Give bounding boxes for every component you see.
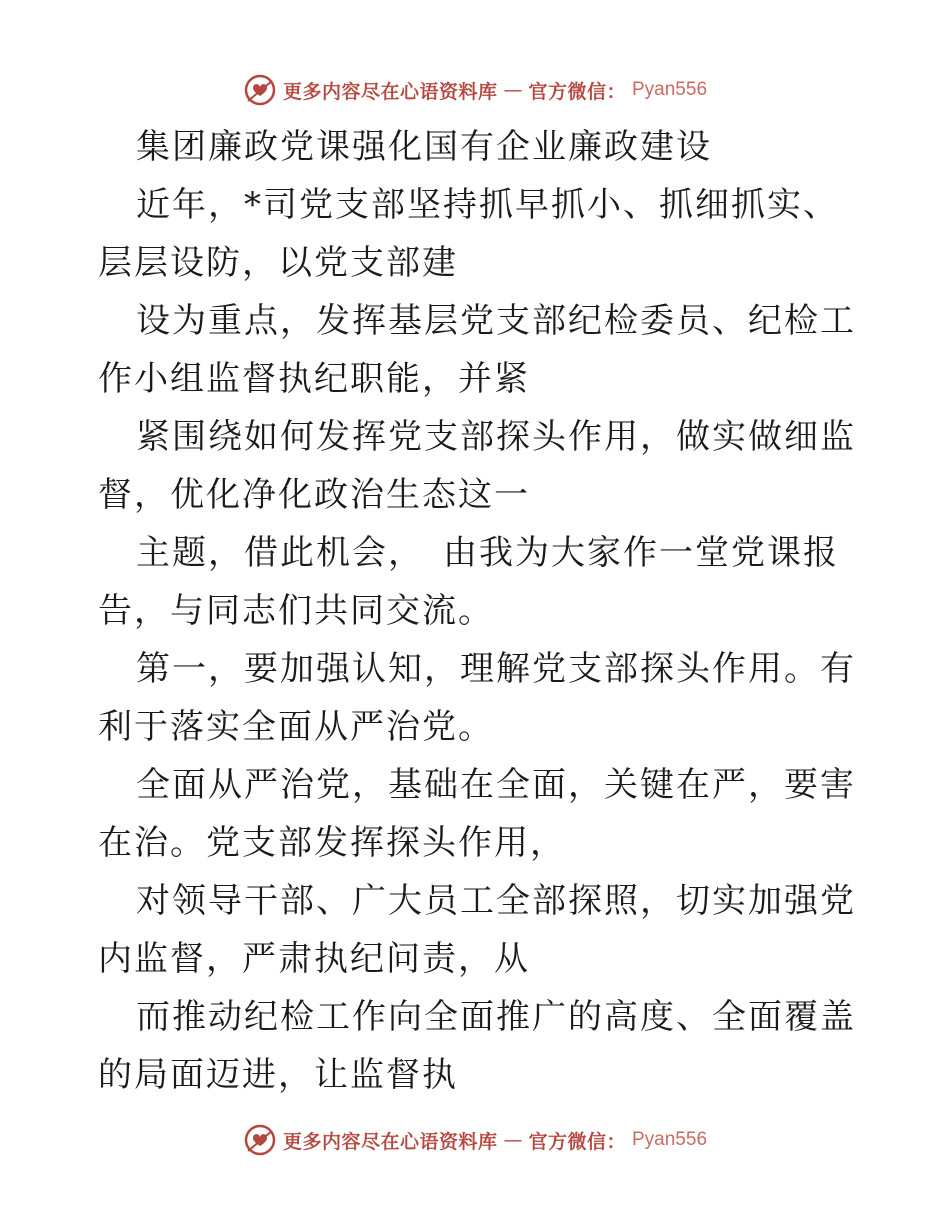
watermark-separator: — (503, 79, 523, 101)
paragraph-4: 主题，借此机会， 由我为大家作一堂党课报告，与同志们共同交流。 (98, 533, 839, 631)
watermark-wechat-label: 官方微信： (528, 1130, 626, 1153)
heart-logo-icon (243, 73, 277, 107)
document-title: 集团廉政党课强化国有企业廉政建设 (136, 127, 712, 167)
paragraph-6: 全面从严治党，基础在全面，关键在严，要害在治。党支部发挥探头作用， (98, 765, 856, 863)
watermark-account: Pyan556 (632, 1129, 708, 1150)
watermark-separator: — (503, 1129, 523, 1151)
paragraph-1: 近年，*司党支部坚持抓早抓小、抓细抓实、层层设防，以党支部建 (98, 185, 839, 283)
header-watermark (0, 70, 950, 110)
document-body (98, 118, 858, 1104)
watermark-account: Pyan556 (632, 79, 708, 100)
paragraph-2: 设为重点，发挥基层党支部纪检委员、纪检工作小组监督执纪职能，并紧 (98, 301, 856, 399)
paragraph-8: 而推动纪检工作向全面推广的高度、全面覆盖的局面迈进，让监督执 (98, 997, 856, 1095)
watermark-site-text: 更多内容尽在心语资料库 (282, 80, 498, 103)
heart-logo-icon (243, 1123, 277, 1157)
watermark-wechat-label: 官方微信： (528, 80, 626, 103)
paragraph-7: 对领导干部、广大员工全部探照，切实加强党内监督，严肃执纪问责，从 (98, 881, 856, 979)
footer-watermark (0, 1120, 950, 1160)
watermark-site-text: 更多内容尽在心语资料库 (282, 1130, 498, 1153)
paragraph-5: 第一，要加强认知，理解党支部探头作用。有利于落实全面从严治党。 (98, 649, 856, 747)
paragraph-3: 紧围绕如何发挥党支部探头作用，做实做细监督，优化净化政治生态这一 (98, 417, 856, 515)
